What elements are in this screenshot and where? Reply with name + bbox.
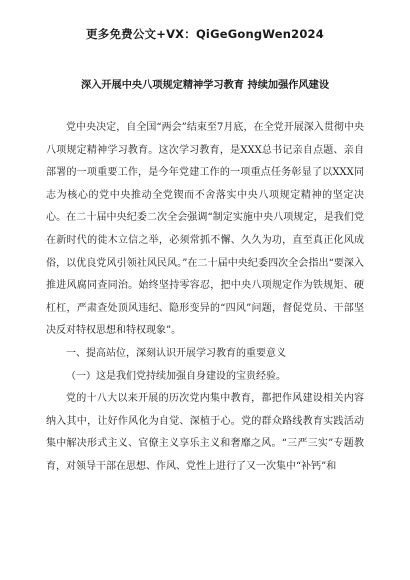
promo-header: 更多免费公文+VX：QiGeGongWen2024 [86,27,324,41]
subsection-heading: （一）这是我们党持续加强自身建设的宝贵经验。 [66,370,286,382]
document-title: 深入开展中央八项规定精神学习教育 持续加强作风建设 [80,80,330,91]
body-paragraph: 党的十八大以来开展的历次党内集中教育，都把作风建设相关内容纳入其中，让好作风化为自觉、深植于心。党的群众路线教育实践活动集中解决形式主义、官僚主义享乐主义和奢靡之风。“三严三实”专题教育，对领导干部在思想、作风、党性上进行了又一次集中“补钙”和 [46,393,364,472]
body-paragraph: 党中央决定，自全国“两会”结束至7月底，在全党开展深入贯彻中央八项规定精神学习教育。这次学习教育，是XXX总书记亲自点题、亲自部署的一项重要工作，是今年党建工作的一项重点任务彰显了以XXX同志为核心的党中央推动全党锲而不舍落实中央八项规定精神的坚定决心。在二十届中央纪委二次全会强调“制定实施中央八项规定，是我们党在新时代的徙木立信之举，必须常抓不懈、久久为功，直至真正化风成俗，以优良党风引领社风民风。”在二十届中央纪委四次全会指出“要深入推进风腐同查同治。始终坚持零容忍，把中央八项规定作为铁规矩、硬杠杠，严肃查处顶风违纪、隐形变异的“四风”问题，督促党员、干部坚决反对特权思想和特权现象”。 [46,122,364,337]
section-heading: 一、提高站位，深刻认识开展学习教育的重要意义 [66,347,286,359]
